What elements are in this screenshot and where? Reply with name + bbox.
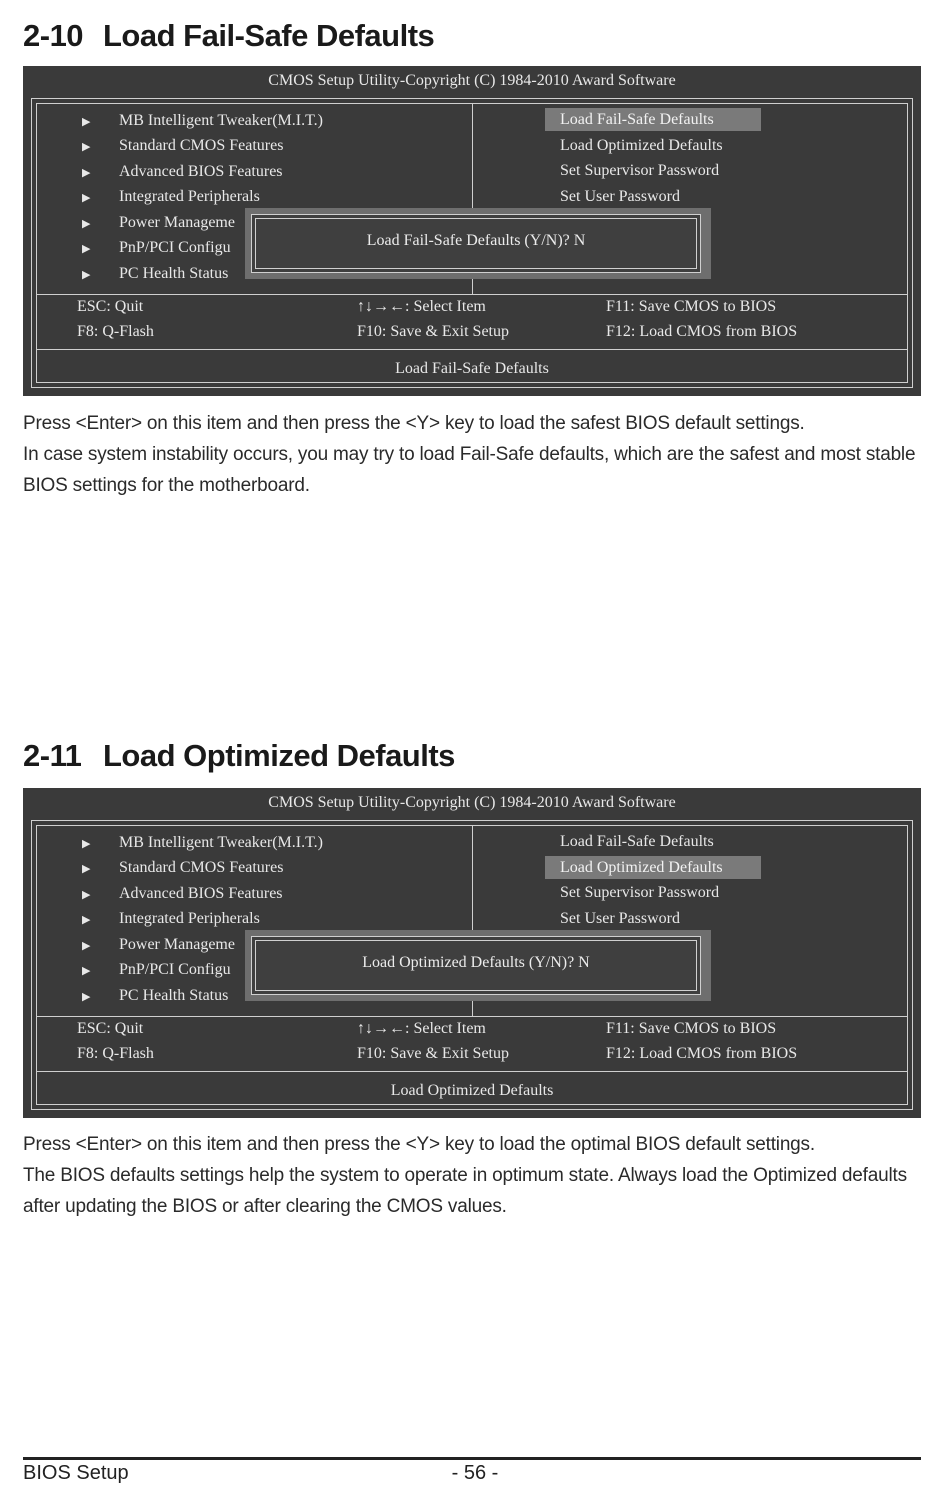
bios-frame: ▶ MB Intelligent Tweaker(M.I.T.) ▶ Standard CMOS Features ▶ Advanced BIOS Features ▶ Integrated Peripherals ▶ Power Manageme ▶ PnP/PCI Configu ▶ PC Health Status Load Fail-Safe Defaults Load Optimized Defaults Set Supervisor Password Set User Password Load Optimized Defaults (Y/N)? N ESC: Quit ↑↓→←: Select Item F11: Save CMOS to BIOS F8: Q-Flash F10: Save & Exit Setup F12: Load CMOS from BIOS Load Optimized Defaults [31,820,913,1110]
divider [37,349,907,350]
hint-f8: F8: Q-Flash [77,323,154,340]
triangle-right-icon: ▶ [82,889,91,901]
menu-item[interactable]: Set User Password [560,910,680,927]
hint-f10: F10: Save & Exit Setup [357,1045,509,1062]
hint-f11: F11: Save CMOS to BIOS [606,1020,777,1037]
section-number: 2-11 [23,738,82,773]
triangle-right-icon: ▶ [82,141,91,153]
hint-esc: ESC: Quit [77,298,144,315]
menu-item[interactable]: Load Optimized Defaults [560,137,723,154]
divider [37,1016,907,1017]
menu-item[interactable]: Set Supervisor Password [560,884,720,901]
section-heading [23,738,455,774]
hint-f12: F12: Load CMOS from BIOS [606,1045,798,1062]
triangle-right-icon: ▶ [82,940,91,952]
triangle-right-icon: ▶ [82,914,91,926]
paragraph: Press <Enter> on this item and then press the <Y> key to load the optimal BIOS default settings. [23,1134,815,1155]
status-line: Load Optimized Defaults [390,1082,554,1099]
hint-select: ↑↓→←: Select Item [357,1020,486,1037]
triangle-right-icon: ▶ [82,243,91,255]
triangle-right-icon: ▶ [82,218,91,230]
menu-item[interactable]: Set User Password [560,188,680,205]
paragraph: Press <Enter> on this item and then press the <Y> key to load the safest BIOS default settings. [23,413,805,434]
footer-rule [23,1457,921,1460]
section-heading [23,18,434,54]
triangle-right-icon: ▶ [82,116,91,128]
section-title: Load Optimized Defaults [103,738,455,773]
triangle-right-icon: ▶ [82,167,91,179]
dialog-prompt[interactable]: Load Optimized Defaults (Y/N)? N [255,940,697,991]
hint-f10: F10: Save & Exit Setup [357,323,509,340]
hint-f8: F8: Q-Flash [77,1045,154,1062]
bios-frame: ▶ MB Intelligent Tweaker(M.I.T.) ▶ Standard CMOS Features ▶ Advanced BIOS Features ▶ Integrated Peripherals ▶ Power Manageme ▶ PnP/PCI Configu ▶ PC Health Status Load Fail-Safe Defaults Load Optimized Defaults Set Supervisor Password Set User Password Load Fail-Safe Defaults (Y/N)? N ESC: Quit ↑↓→←: Select Item F11: Save CMOS to BIOS F8: Q-Flash F10: Save & Exit Setup F12: Load CMOS from BIOS Load Fail-Safe Defaults [31,98,913,388]
triangle-right-icon: ▶ [82,863,91,875]
status-line: Load Fail-Safe Defaults [395,360,549,377]
menu-item-selected[interactable]: Load Fail-Safe Defaults [545,108,761,131]
hint-select: ↑↓→←: Select Item [357,298,486,315]
page-number: - 56 - [451,1462,499,1484]
menu-item[interactable]: Set Supervisor Password [560,162,720,179]
triangle-right-icon: ▶ [82,269,91,281]
bios-title: CMOS Setup Utility-Copyright (C) 1984-2010 Award Software [268,72,676,89]
paragraph: The BIOS defaults settings help the system to operate in optimum state. Always load the Optimized defaults after updating the BIOS or after clearing the CMOS values. [23,1165,907,1217]
dialog-prompt[interactable]: Load Fail-Safe Defaults (Y/N)? N [255,218,697,269]
divider [37,1071,907,1072]
bios-screen [23,66,921,396]
section-title: Load Fail-Safe Defaults [103,18,435,53]
paragraph: In case system instability occurs, you may try to load Fail-Safe defaults, which are the safest and most stable BIOS settings for the motherboard. [23,444,916,496]
confirm-dialog [245,930,711,1001]
hint-esc: ESC: Quit [77,1020,144,1037]
triangle-right-icon: ▶ [82,838,91,850]
footer-section-label: BIOS Setup [23,1462,129,1484]
section-number: 2-10 [23,18,84,53]
bios-title: CMOS Setup Utility-Copyright (C) 1984-2010 Award Software [268,794,676,811]
triangle-right-icon: ▶ [82,192,91,204]
hint-f11: F11: Save CMOS to BIOS [606,298,777,315]
triangle-right-icon: ▶ [82,991,91,1003]
divider [37,294,907,295]
menu-item[interactable]: Load Fail-Safe Defaults [560,833,714,850]
confirm-dialog [245,208,711,279]
triangle-right-icon: ▶ [82,965,91,977]
menu-item-selected[interactable]: Load Optimized Defaults [545,856,761,879]
hint-f12: F12: Load CMOS from BIOS [606,323,798,340]
bios-screen [23,788,921,1118]
